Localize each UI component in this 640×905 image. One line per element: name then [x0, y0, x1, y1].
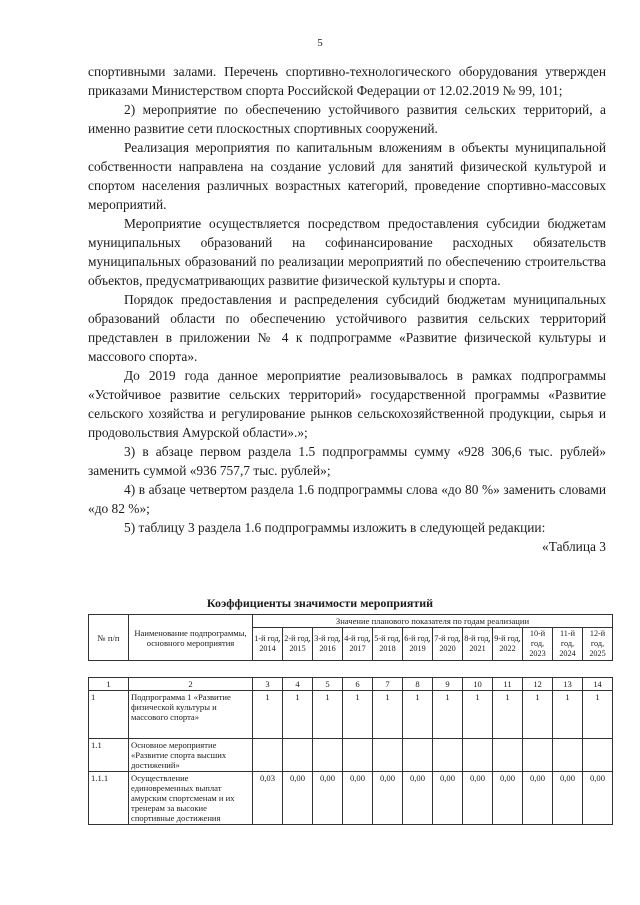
- column-number: 1: [89, 678, 129, 691]
- paragraph: спортивными залами. Перечень спортивно-технологического оборудования утвержден приказами Министерством спорта Российской Федерации от 12.02.2019 № 99, 101;: [88, 64, 606, 98]
- year-header: 5-й год, 2018: [373, 628, 403, 661]
- row-value: [583, 739, 613, 772]
- column-number: 11: [493, 678, 523, 691]
- year-header: 12-й год, 2025: [583, 628, 613, 661]
- row-value: [343, 739, 373, 772]
- row-value: [553, 739, 583, 772]
- column-number-row: [89, 678, 613, 691]
- column-number: 10: [463, 678, 493, 691]
- year-header: 6-й год, 2019: [403, 628, 433, 661]
- row-value: 0,00: [553, 772, 583, 825]
- row-number: 1.1.1: [89, 772, 129, 825]
- column-number: 8: [403, 678, 433, 691]
- page-number: 5: [317, 37, 323, 49]
- column-header-values: Значение планового показателя по годам реализации: [253, 615, 613, 628]
- year-header: 1-й год, 2014: [253, 628, 283, 661]
- row-value: 0,00: [343, 772, 373, 825]
- row-value: [433, 739, 463, 772]
- row-value: [283, 739, 313, 772]
- year-header: 10-й год, 2023: [523, 628, 553, 661]
- row-value: [313, 739, 343, 772]
- row-value: 0,03: [253, 772, 283, 825]
- row-name: Осуществление единовременных выплат амурским спортсменам и их тренерам за высокие спортивные достижения: [129, 772, 253, 825]
- table-header: [88, 614, 613, 661]
- row-value: 1: [493, 691, 523, 739]
- paragraph: Порядок предоставления и распределения субсидий бюджетам муниципальных образований области по обеспечению устойчивого развития сельских территорий представлен в приложении № 4 к подпрограмме «Развитие физической культуры и массового спорта».: [88, 292, 606, 364]
- column-number: 14: [583, 678, 613, 691]
- row-number: 1: [89, 691, 129, 739]
- paragraph: До 2019 года данное мероприятие реализовывалось в рамках подпрограммы «Устойчивое развитие сельских территорий» государственной программы «Развитие сельского хозяйства и регулирование рынков сельскохозяйственной продукции, сырья и продовольствия Амурской области».»;: [88, 368, 606, 440]
- row-name: Основное мероприятие «Развитие спорта высших достижений»: [129, 739, 253, 772]
- column-number: 12: [523, 678, 553, 691]
- column-header-name: Наименование подпрограммы, основного мероприятия: [129, 615, 253, 661]
- year-header: 2-й год, 2015: [283, 628, 313, 661]
- row-value: 1: [343, 691, 373, 739]
- row-value: [373, 739, 403, 772]
- row-value: 0,00: [373, 772, 403, 825]
- column-number: 6: [343, 678, 373, 691]
- row-value: 0,00: [583, 772, 613, 825]
- table-title: Коэффициенты значимости мероприятий: [206, 596, 434, 610]
- column-number: 7: [373, 678, 403, 691]
- row-value: 1: [433, 691, 463, 739]
- year-header: 11-й год, 2024: [553, 628, 583, 661]
- row-value: 0,00: [493, 772, 523, 825]
- row-value: [463, 739, 493, 772]
- row-value: 0,00: [283, 772, 313, 825]
- paragraph: 3) в абзаце первом раздела 1.5 подпрограммы сумму «928 306,6 тыс. рублей» заменить суммой «936 757,7 тыс. рублей»;: [88, 444, 606, 478]
- column-number: 9: [433, 678, 463, 691]
- row-value: [403, 739, 433, 772]
- row-value: 1: [283, 691, 313, 739]
- table-body: [88, 677, 613, 825]
- row-value: 1: [403, 691, 433, 739]
- table-row: [89, 772, 613, 825]
- column-number: 13: [553, 678, 583, 691]
- paragraph: Реализация мероприятия по капитальным вложениям в объекты муниципальной собственности направлена на создание условий для занятий физической культурой и спортом населения различных возрастных категорий, проведение спортивно-массовых мероприятий.: [88, 140, 606, 212]
- year-header: 8-й год, 2021: [463, 628, 493, 661]
- table-label: «Таблица 3: [542, 539, 606, 554]
- year-header: 3-й год, 2016: [313, 628, 343, 661]
- row-value: 0,00: [403, 772, 433, 825]
- year-header: 9-й год, 2022: [493, 628, 523, 661]
- table-row: [89, 739, 613, 772]
- paragraph: 2) мероприятие по обеспечению устойчивого развития сельских территорий, а именно развитие сети плоскостных спортивных сооружений.: [88, 102, 606, 136]
- column-number: 3: [253, 678, 283, 691]
- paragraph: 4) в абзаце четвертом раздела 1.6 подпрограммы слова «до 80 %» заменить словами «до 82 %»;: [88, 482, 606, 516]
- year-header: 4-й год, 2017: [343, 628, 373, 661]
- row-value: 1: [583, 691, 613, 739]
- column-header-number: № п/п: [89, 615, 129, 661]
- paragraph: 5) таблицу 3 раздела 1.6 подпрограммы изложить в следующей редакции:: [124, 520, 546, 535]
- column-number: 4: [283, 678, 313, 691]
- year-header: 7-й год, 2020: [433, 628, 463, 661]
- row-value: 1: [313, 691, 343, 739]
- column-number: 2: [129, 678, 253, 691]
- paragraph: Мероприятие осуществляется посредством предоставления субсидии бюджетам муниципальных образований на софинансирование расходных обязательств муниципальных образований по реализации мероприятий по обеспечению строительства объектов, предусматривающих развитие физической культуры и спорта.: [88, 216, 606, 288]
- row-value: 1: [463, 691, 493, 739]
- row-value: 1: [253, 691, 283, 739]
- row-value: 1: [373, 691, 403, 739]
- table-row: [89, 691, 613, 739]
- row-value: 0,00: [523, 772, 553, 825]
- row-value: 0,00: [463, 772, 493, 825]
- row-value: 0,00: [433, 772, 463, 825]
- row-value: 0,00: [313, 772, 343, 825]
- row-value: 1: [553, 691, 583, 739]
- row-name: Подпрограмма 1 «Развитие физической культуры и массового спорта»: [129, 691, 253, 739]
- row-value: [523, 739, 553, 772]
- row-number: 1.1: [89, 739, 129, 772]
- column-number: 5: [313, 678, 343, 691]
- row-value: 1: [523, 691, 553, 739]
- row-value: [253, 739, 283, 772]
- row-value: [493, 739, 523, 772]
- body-text: [88, 62, 606, 556]
